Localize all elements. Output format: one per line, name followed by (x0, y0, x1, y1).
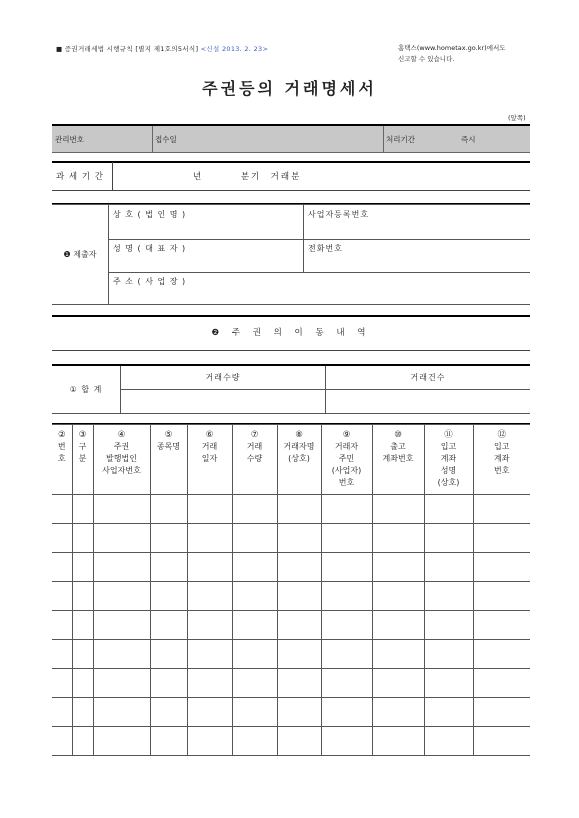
table-cell[interactable] (52, 582, 72, 611)
table-cell[interactable] (424, 495, 473, 524)
table-cell[interactable] (277, 524, 321, 553)
column-header (187, 425, 232, 495)
transaction-detail-table (52, 424, 530, 756)
table-cell[interactable] (232, 582, 277, 611)
table-cell[interactable] (232, 669, 277, 698)
hometax-note-line2: 신고할 수 있습니다. (398, 55, 455, 63)
trade-quantity-label: 거래수량 (121, 365, 326, 389)
table-cell[interactable] (321, 553, 372, 582)
table-cell[interactable] (52, 611, 72, 640)
table-cell[interactable] (321, 669, 372, 698)
table-cell[interactable] (277, 553, 321, 582)
table-cell[interactable] (93, 640, 150, 669)
form-reference (56, 44, 268, 53)
table-row (52, 698, 530, 727)
table-cell[interactable] (150, 640, 187, 669)
table-cell[interactable] (372, 495, 424, 524)
column-label-line: 거래 (246, 442, 263, 451)
table-cell[interactable] (72, 669, 93, 698)
table-cell[interactable] (473, 727, 530, 756)
mgmt-no-label: 관리번호 (52, 125, 153, 153)
column-header-row (52, 425, 530, 495)
table-cell[interactable] (150, 524, 187, 553)
law-reference: ■ 증권거래세법 시행규칙 [별지 제1호의5서식] (56, 45, 199, 53)
table-cell[interactable] (473, 553, 530, 582)
phone-label: 전화번호 (308, 244, 343, 253)
table-row (52, 495, 530, 524)
table-cell[interactable] (52, 495, 72, 524)
table-cell[interactable] (321, 727, 372, 756)
table-cell[interactable] (372, 582, 424, 611)
table-cell[interactable] (72, 611, 93, 640)
column-label-line: 번호 (338, 478, 355, 487)
column-header (277, 425, 321, 495)
table-cell[interactable] (473, 611, 530, 640)
table-cell[interactable] (187, 553, 232, 582)
column-label-line: 구 (78, 442, 87, 451)
column-header (52, 425, 72, 495)
processing-period-label: 처리기간 (384, 125, 442, 153)
column-label-line: 입고 (440, 442, 457, 451)
table-cell[interactable] (277, 698, 321, 727)
table-row (52, 611, 530, 640)
table-cell[interactable] (321, 524, 372, 553)
table-cell[interactable] (277, 640, 321, 669)
column-number: ⑦ (250, 430, 259, 440)
table-cell[interactable] (424, 640, 473, 669)
column-header (93, 425, 150, 495)
column-label-line: 사업자번호 (102, 466, 141, 475)
table-cell[interactable] (150, 582, 187, 611)
representative-field[interactable] (109, 240, 304, 273)
table-cell[interactable] (232, 524, 277, 553)
column-label-line: (상호) (437, 478, 460, 487)
table-cell[interactable] (93, 611, 150, 640)
column-label-line: 계좌 (494, 454, 510, 463)
table-cell[interactable] (372, 727, 424, 756)
table-cell[interactable] (93, 495, 150, 524)
column-number: ④ (117, 430, 126, 440)
table-cell[interactable] (277, 611, 321, 640)
table-cell[interactable] (473, 524, 530, 553)
table-cell[interactable] (232, 495, 277, 524)
column-label-line: 거래자명 (283, 442, 315, 451)
table-cell[interactable] (187, 524, 232, 553)
column-header (150, 425, 187, 495)
table-cell[interactable] (52, 698, 72, 727)
column-number: ⑤ (164, 430, 173, 440)
table-cell[interactable] (72, 553, 93, 582)
table-cell[interactable] (372, 553, 424, 582)
table-cell[interactable] (72, 495, 93, 524)
total-table (52, 364, 530, 414)
table-cell[interactable] (473, 698, 530, 727)
table-row (52, 669, 530, 698)
column-label-line: 번 (57, 442, 66, 451)
table-cell[interactable] (72, 640, 93, 669)
column-label-line: 거래자 (334, 442, 359, 451)
column-label-line: 호 (57, 454, 66, 463)
revision-note: <신설 2013. 2. 23> (200, 45, 269, 53)
trade-count-label: 거래건수 (326, 365, 531, 389)
table-cell[interactable] (150, 611, 187, 640)
form-title: 주권등의 거래명세서 (202, 79, 377, 98)
table-cell[interactable] (424, 611, 473, 640)
table-cell[interactable] (52, 524, 72, 553)
table-cell[interactable] (277, 727, 321, 756)
table-cell[interactable] (93, 524, 150, 553)
table-cell[interactable] (52, 727, 72, 756)
table-row (52, 727, 530, 756)
trade-count-total-field[interactable] (326, 389, 531, 413)
column-label-line: 거래 (201, 442, 218, 451)
tax-period-table (52, 162, 530, 191)
table-cell[interactable] (187, 495, 232, 524)
submitter-section-label: ❶ 제출자 (52, 205, 109, 305)
column-label-line: 주권 (113, 442, 130, 451)
column-header (473, 425, 530, 495)
table-cell[interactable] (321, 495, 372, 524)
table-cell[interactable] (187, 611, 232, 640)
table-cell[interactable] (93, 698, 150, 727)
column-label-line: 입고 (494, 442, 510, 451)
table-cell[interactable] (187, 582, 232, 611)
column-label-line: 계좌번호 (382, 454, 414, 463)
table-row (52, 524, 530, 553)
table-cell[interactable] (52, 640, 72, 669)
column-number: ⑪ (444, 430, 453, 440)
tax-period-label: 과 세 기 간 (52, 162, 113, 191)
business-number-field[interactable] (304, 205, 531, 240)
table-row (52, 582, 530, 611)
table-cell[interactable] (473, 669, 530, 698)
table-cell[interactable] (321, 640, 372, 669)
page-side-note: (앞쪽) (508, 114, 526, 122)
address-field[interactable] (109, 273, 531, 305)
column-number: ⑫ (497, 430, 506, 440)
table-cell[interactable] (150, 727, 187, 756)
table-cell[interactable] (187, 669, 232, 698)
table-cell[interactable] (277, 582, 321, 611)
table-cell[interactable] (232, 553, 277, 582)
receipt-date-label: 접수일 (153, 125, 384, 153)
column-header (424, 425, 473, 495)
table-cell[interactable] (232, 698, 277, 727)
column-number: ⑨ (342, 430, 351, 440)
table-cell[interactable] (150, 495, 187, 524)
column-number: ⑩ (394, 430, 402, 440)
movement-section-title: ❷ 주 권 의 이 동 내 역 (52, 316, 530, 351)
column-number: ⑥ (205, 430, 214, 440)
table-cell[interactable] (321, 698, 372, 727)
table-cell[interactable] (52, 669, 72, 698)
table-cell[interactable] (473, 495, 530, 524)
table-row (52, 640, 530, 669)
table-cell[interactable] (232, 611, 277, 640)
table-cell[interactable] (424, 698, 473, 727)
table-cell[interactable] (93, 553, 150, 582)
submitter-table (52, 204, 530, 305)
table-cell[interactable] (187, 727, 232, 756)
table-cell[interactable] (277, 669, 321, 698)
table-cell[interactable] (424, 727, 473, 756)
address-label: 주 소 ( 사 업 장 ) (113, 277, 187, 286)
column-label-line: 성명 (440, 466, 457, 475)
management-table (52, 124, 530, 153)
table-cell[interactable] (93, 727, 150, 756)
table-cell[interactable] (232, 727, 277, 756)
business-number-label: 사업자등록번호 (308, 210, 370, 219)
table-cell[interactable] (372, 524, 424, 553)
table-cell[interactable] (187, 640, 232, 669)
table-cell[interactable] (321, 582, 372, 611)
column-label-line: (사업자) (331, 466, 362, 475)
table-cell[interactable] (187, 698, 232, 727)
table-cell[interactable] (372, 611, 424, 640)
column-label-line: 계좌 (440, 454, 457, 463)
company-name-label: 상 호 ( 법 인 명 ) (113, 210, 187, 219)
column-header (72, 425, 93, 495)
column-number: ③ (78, 430, 87, 440)
column-label-line: 발행법인 (106, 454, 137, 463)
table-cell[interactable] (52, 553, 72, 582)
table-cell[interactable] (321, 611, 372, 640)
table-cell[interactable] (72, 727, 93, 756)
table-cell[interactable] (150, 669, 187, 698)
column-label-line: (상호) (288, 454, 310, 463)
table-cell[interactable] (72, 582, 93, 611)
column-header (232, 425, 277, 495)
table-cell[interactable] (72, 524, 93, 553)
table-cell[interactable] (372, 669, 424, 698)
total-label: ① 합 계 (52, 365, 121, 413)
table-cell[interactable] (150, 698, 187, 727)
table-cell[interactable] (72, 698, 93, 727)
trade-quantity-total-field[interactable] (121, 389, 326, 413)
table-cell[interactable] (150, 553, 187, 582)
table-cell[interactable] (473, 640, 530, 669)
column-label-line: 분 (78, 454, 87, 463)
column-label-line: 주민 (338, 454, 355, 463)
hometax-note (398, 43, 506, 65)
table-cell[interactable] (424, 524, 473, 553)
table-cell[interactable] (372, 640, 424, 669)
table-cell[interactable] (372, 698, 424, 727)
processing-period-value: 즉시 (441, 125, 530, 153)
column-header (372, 425, 424, 495)
column-number: ② (57, 430, 66, 440)
table-cell[interactable] (277, 495, 321, 524)
representative-label: 성 명 ( 대 표 자 ) (113, 244, 187, 253)
table-cell[interactable] (473, 582, 530, 611)
hometax-note-line1: 홈택스(www.hometax.go.kr)에서도 (398, 44, 506, 52)
tax-period-field[interactable]: 년 분기 거래분 (113, 162, 531, 191)
company-name-field[interactable] (109, 205, 304, 240)
table-cell[interactable] (424, 669, 473, 698)
table-cell[interactable] (232, 640, 277, 669)
table-cell[interactable] (424, 582, 473, 611)
table-cell[interactable] (93, 582, 150, 611)
column-label-line: 일자 (201, 454, 218, 463)
table-cell[interactable] (93, 669, 150, 698)
column-label-line: 수량 (246, 454, 263, 463)
column-label-line: 출고 (390, 442, 406, 451)
table-row (52, 553, 530, 582)
column-number: ⑧ (295, 430, 303, 440)
table-cell[interactable] (424, 553, 473, 582)
phone-field[interactable] (304, 240, 531, 273)
column-label-line: 번호 (494, 466, 510, 475)
column-label-line: 종목명 (156, 442, 181, 451)
column-header (321, 425, 372, 495)
